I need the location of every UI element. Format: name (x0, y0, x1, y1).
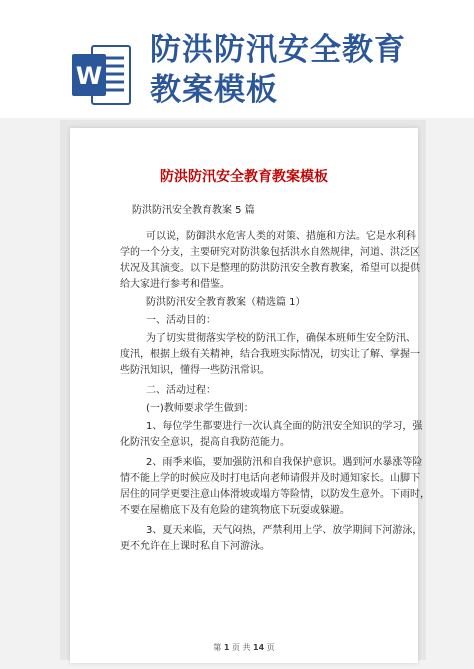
doc-line: 不要在屋檐底下及有危险的建筑物底下玩耍或躲避。 (120, 505, 350, 516)
footer-suffix: 页 (266, 643, 275, 652)
banner-title (150, 30, 470, 110)
doc-line: 居住的同学更要注意山体滑坡或塌方等险情，以防发生意外。下雨时， (120, 489, 430, 500)
doc-line: 2、雨季来临，要加强防汛和自我保护意识。遇到河水暴涨等险 (146, 457, 423, 468)
banner-title-line-1: 防洪防汛安全教育 (150, 32, 406, 68)
doc-line: 防洪防汛安全教育教案 5 篇 (132, 205, 255, 216)
doc-line: 些防汛知识，懂得一些防汛常识。 (120, 365, 270, 376)
doc-line: 状况及其演变。以下是整理的防洪防汛安全教育教案，希望可以提供 (120, 263, 420, 274)
word-icon-letter: W (75, 62, 103, 90)
doc-line: 化防汛安全意识，提高自我防范能力。 (120, 437, 290, 448)
doc-line: 1、每位学生都要进行一次认真全面的防汛安全知识的学习，强 (146, 421, 423, 432)
doc-line: (一)教师要求学生做到： (146, 403, 254, 414)
footer-prefix: 第 (213, 643, 222, 652)
doc-line: 给大家进行参考和借鉴。 (120, 279, 230, 290)
doc-line: 度汛，根据上级有关精神，结合我班实际情况，切实让了解、掌握一 (120, 349, 420, 360)
doc-line: 一、活动目的： (146, 315, 216, 326)
banner-title-line-2: 教案模板 (150, 72, 278, 108)
doc-line: 情不能上学的时候应及时打电话向老师请假并及时通知家长。山脚下 (120, 473, 420, 484)
doc-line: 可以说，防御洪水危害人类的对策、措施和方法。它是水利科 (146, 231, 416, 242)
word-icon (70, 42, 132, 108)
footer-page-number: 1 (223, 643, 230, 652)
doc-line: 防洪防汛安全教育教案（精选篇 1） (146, 297, 306, 308)
footer-middle: 页 共 (231, 643, 251, 652)
footer-total-pages: 14 (253, 643, 265, 652)
doc-line: 二、活动过程： (146, 385, 216, 396)
document-page (70, 128, 430, 663)
doc-line: 3、夏天来临，天气闷热，严禁利用上学、放学期间下河游泳， (146, 525, 423, 536)
document-title: 防洪防汛安全教育教案模板 (160, 169, 328, 185)
banner (0, 0, 474, 118)
page-footer (70, 642, 418, 653)
doc-line: 为了切实贯彻落实学校的防汛工作，确保本班师生安全防汛、 (146, 333, 416, 344)
doc-line: 学的一个分支，主要研究对防洪象包括洪水自然规律，河道、洪泛区 (120, 247, 420, 258)
doc-line: 更不允许在上课时私自下河游泳。 (120, 541, 270, 552)
